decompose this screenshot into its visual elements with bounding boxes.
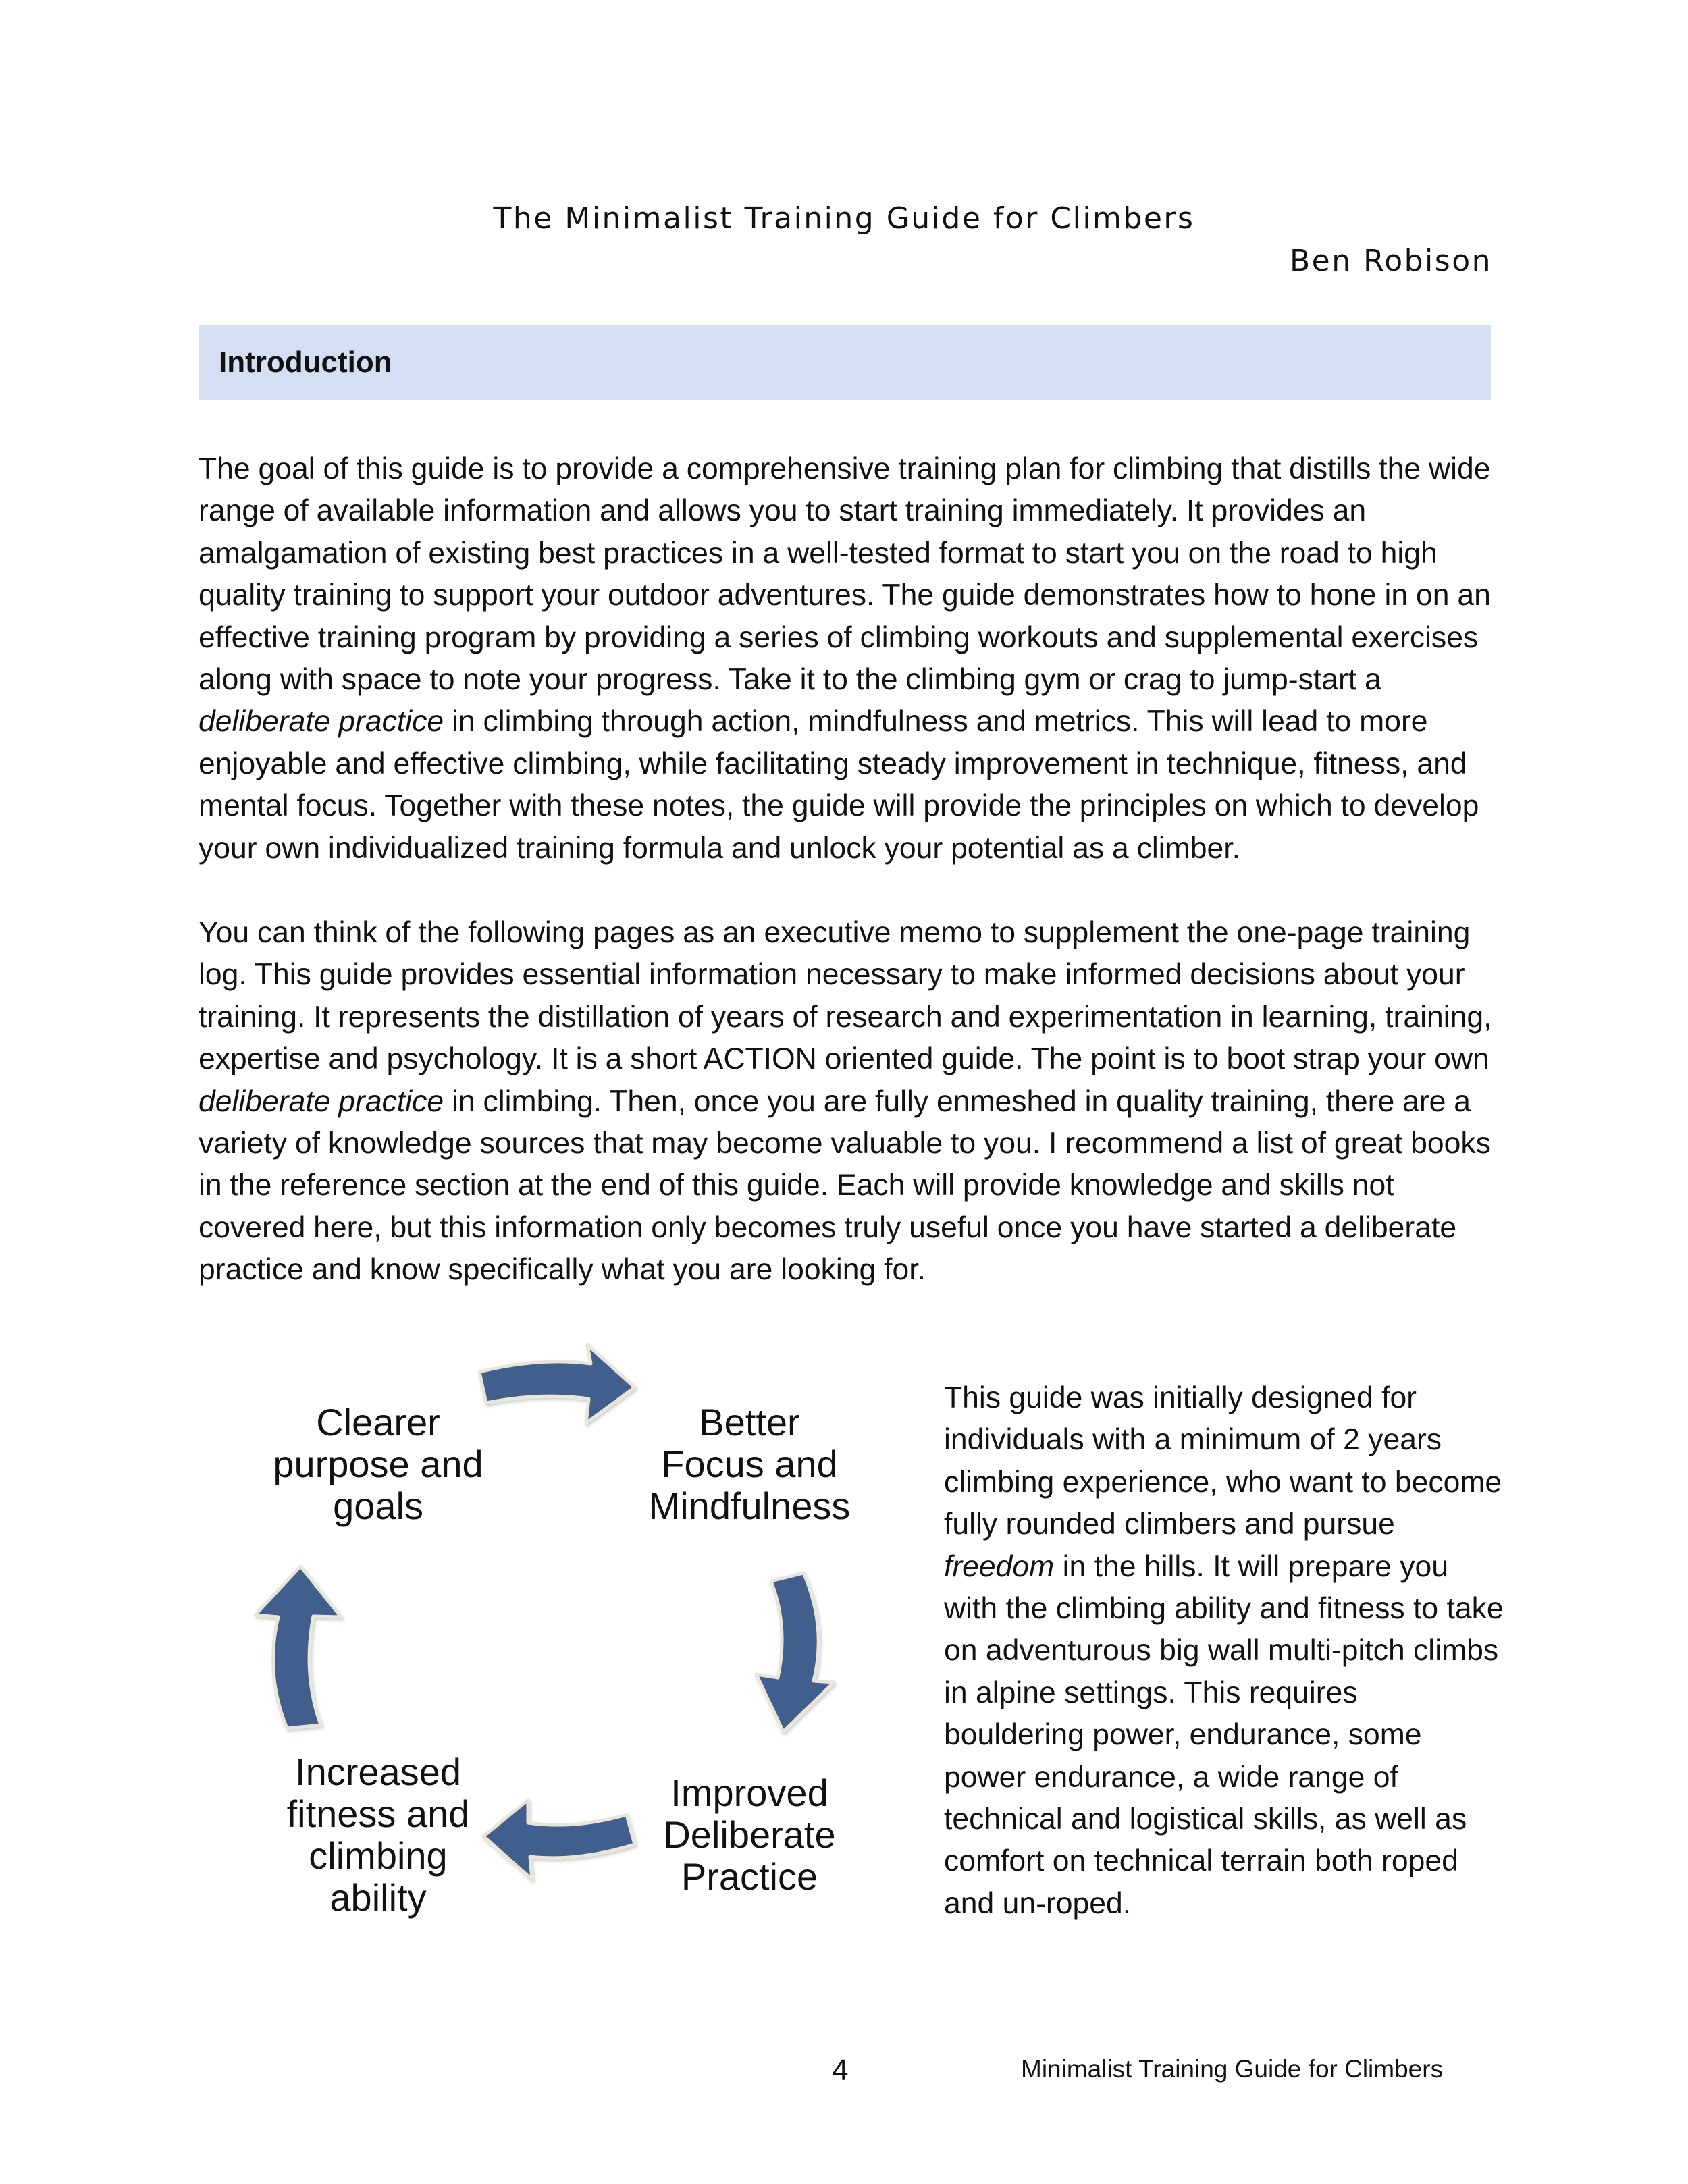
paragraph-text: The goal of this guide is to provide a comprehensive training plan for climbing that distills the wide range of available information and allows you to start training immediately. It provides an amalgamation of existing best practices in a well-tested format to start you on the road to high quality training to support your outdoor adventures. The guide demonstrates how to hone in on an effective training program by providing a series of climbing workouts and supplemental exercises along with space to note your progress. Take it to the climbing gym or crag to jump-start a [199,452,1491,697]
cycle-arrow-left [255,1566,341,1728]
emphasis-text: deliberate practice [199,1084,444,1118]
cycle-step-line: Increased [295,1751,461,1793]
training-cycle-diagram [203,1337,891,1971]
document-author: Ben Robison [1289,244,1492,278]
cycle-step-line: goals [333,1485,423,1527]
cycle-step-improved-practice [614,1772,885,1898]
section-heading-band [199,325,1491,400]
cycle-step-increased-fitness [243,1751,513,1919]
cycle-step-line: Deliberate [663,1813,836,1856]
paragraph-text: You can think of the following pages as an executive memo to supplement the one-page training log. This guide provides essential information necessary to make informed decisions about your training. It represents the distillation of years of research and experimentation in learning, training, expertise and psychology. It is a short ACTION oriented guide. The point is to boot strap your own [199,916,1492,1076]
cycle-step-line: Clearer [316,1401,440,1443]
intro-paragraph-1 [199,448,1495,870]
document-title: The Minimalist Training Guide for Climbers [493,201,1195,236]
cycle-step-line: fitness and [286,1792,470,1835]
cycle-arrow-right [756,1573,834,1732]
sidebar-text: This guide was initially designed for individuals with a minimum of 2 years climbing experience, who want to become fully rounded climbers and pursue [944,1381,1502,1541]
paragraph-text: in climbing through action, mindfulness and metrics. This will lead to more enjoyable and effective climbing, while facilitating steady improvement in technique, fitness, and mental focus. Together with these notes, the guide will provide the principles on which to develop your own individualized training formula and unlock your potential as a climber. [199,705,1479,865]
cycle-step-line: Better [699,1401,800,1443]
cycle-step-line: ability [329,1876,427,1919]
section-title: Introduction [219,346,392,379]
cycle-step-line: Mindfulness [648,1485,851,1527]
cycle-step-line: purpose and [273,1443,483,1485]
cycle-step-better-focus [614,1402,885,1527]
emphasis-text: deliberate practice [199,705,444,739]
emphasis-text: freedom [944,1549,1055,1583]
cycle-step-line: Practice [681,1855,818,1898]
cycle-step-line: climbing [309,1834,448,1877]
cycle-step-clearer-purpose [243,1402,513,1527]
paragraph-text: in climbing. Then, once you are fully enmeshed in quality training, there are a variety of knowledge sources that may become valuable to you. I recommend a list of great books in the reference section at the end of this guide. Each will provide knowledge and skills not covered here, but this information only becomes truly useful once you have started a deliberate practice and know specifically what you are looking for. [199,1084,1491,1287]
cycle-step-line: Improved [670,1772,828,1814]
intro-paragraph-2 [199,912,1495,1291]
sidebar-text: in the hills. It will prepare you with the climbing ability and fitness to take on adventurous big wall multi-pitch climbs in alpine settings. This requires bouldering power, endurance, some power endurance, a wide range of technical and logistical skills, as well as comfort on technical terrain both roped and un-roped. [944,1549,1504,1920]
audience-sidebar-text [944,1377,1504,1925]
footer-title: Minimalist Training Guide for Climbers [1021,2055,1444,2083]
cycle-step-line: Focus and [661,1443,838,1485]
page-number: 4 [832,2054,849,2087]
